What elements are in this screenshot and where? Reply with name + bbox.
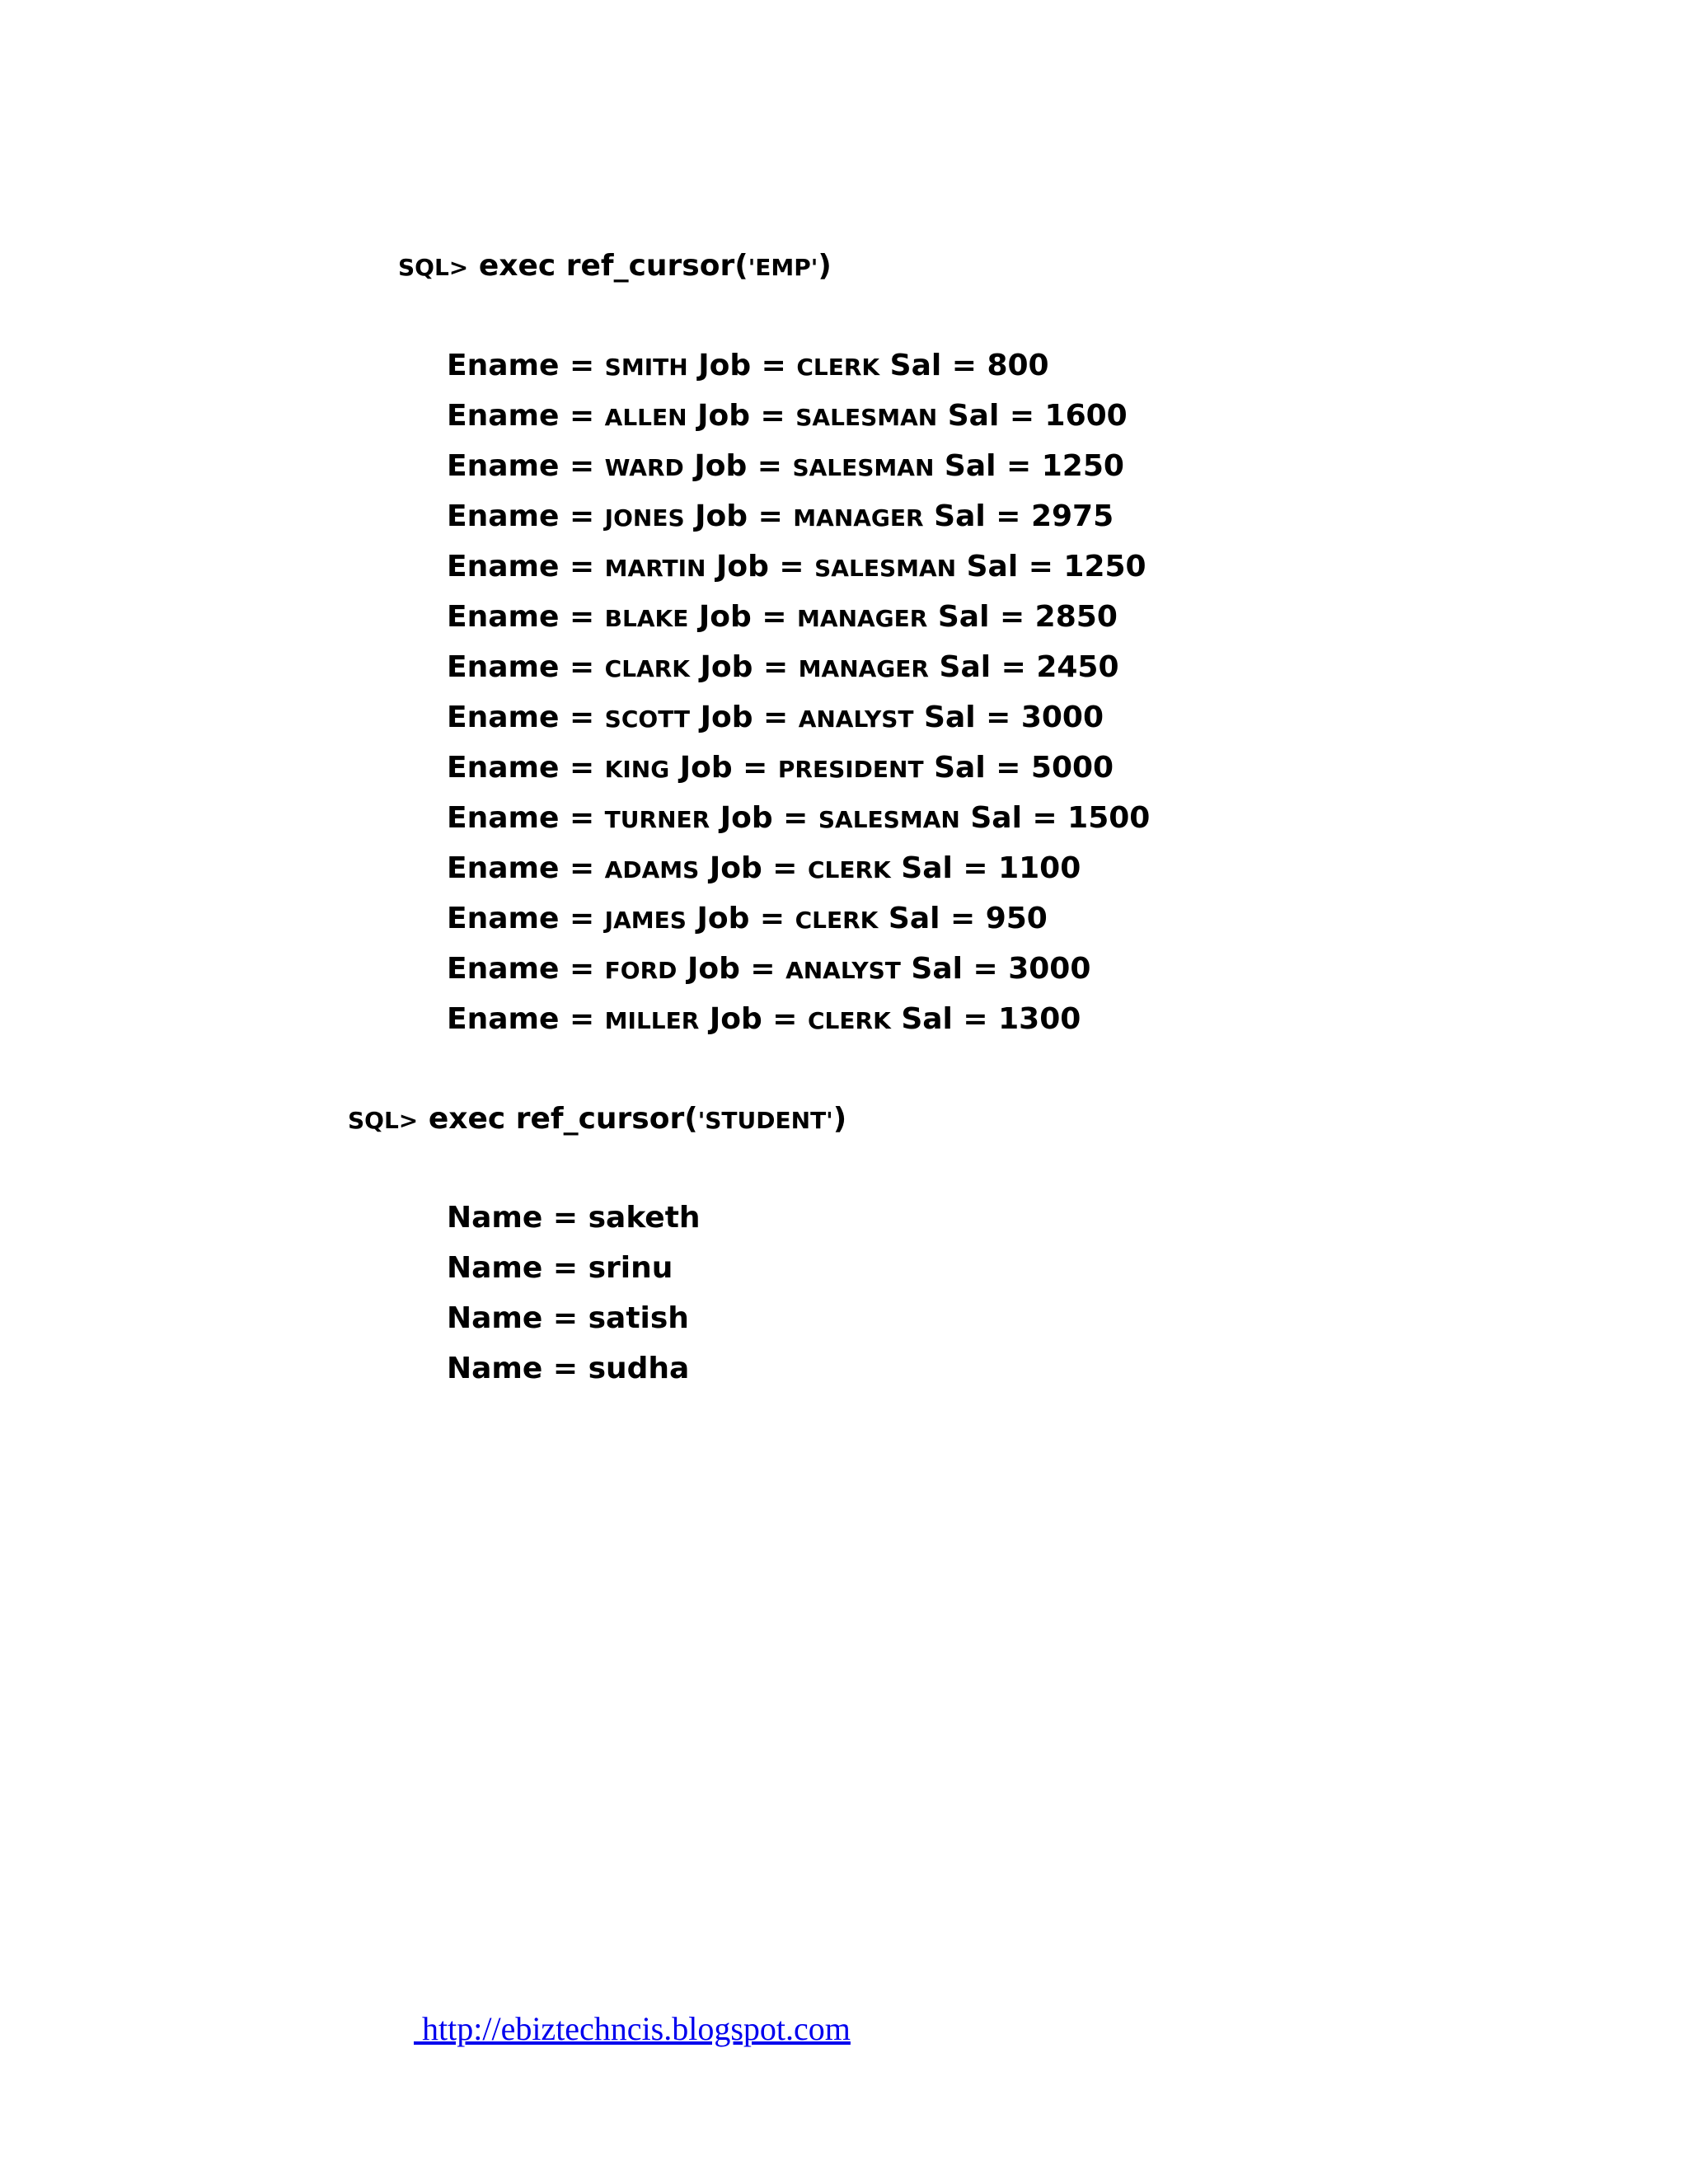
job-value: SALESMAN bbox=[818, 806, 960, 833]
job-label: Job = bbox=[710, 801, 818, 835]
ename-value: ADAMS bbox=[604, 856, 700, 883]
job-label: Job = bbox=[690, 701, 799, 734]
job-label: Job = bbox=[699, 1002, 808, 1036]
emp-row bbox=[447, 551, 1150, 601]
job-value: ANALYST bbox=[785, 957, 901, 984]
ename-value: TURNER bbox=[604, 806, 710, 833]
sql-command-student bbox=[348, 1104, 846, 1134]
emp-row bbox=[447, 349, 1150, 400]
sal-value: 3000 bbox=[1020, 701, 1104, 734]
name-value: sudha bbox=[588, 1352, 690, 1385]
student-row bbox=[447, 1252, 701, 1302]
sal-label: Sal = bbox=[928, 650, 1037, 684]
sal-value: 1100 bbox=[998, 851, 1081, 885]
ename-label: Ename = bbox=[447, 701, 605, 734]
sql-prompt: SQL> bbox=[398, 254, 469, 281]
sal-value: 2450 bbox=[1036, 650, 1119, 684]
job-label: Job = bbox=[688, 600, 798, 634]
ename-label: Ename = bbox=[447, 550, 605, 583]
sal-value: 1250 bbox=[1063, 550, 1146, 583]
ename-value: WARD bbox=[604, 454, 684, 481]
ename-label: Ename = bbox=[447, 399, 605, 433]
job-label: Job = bbox=[687, 399, 796, 433]
student-output bbox=[447, 1202, 701, 1403]
command-call: exec ref_cursor( bbox=[428, 1102, 698, 1136]
ename-value: JONES bbox=[604, 504, 685, 532]
sal-label: Sal = bbox=[956, 550, 1064, 583]
ename-label: Ename = bbox=[447, 349, 605, 382]
sal-value: 1300 bbox=[998, 1002, 1081, 1036]
ename-value: ALLEN bbox=[604, 404, 687, 431]
ename-label: Ename = bbox=[447, 952, 605, 986]
sql-command-emp bbox=[398, 251, 832, 281]
sal-value: 1600 bbox=[1044, 399, 1128, 433]
name-label: Name = bbox=[447, 1352, 588, 1385]
sal-label: Sal = bbox=[890, 1002, 999, 1036]
student-row bbox=[447, 1202, 701, 1252]
job-value: SALESMAN bbox=[814, 555, 957, 582]
command-close: ) bbox=[818, 249, 832, 283]
sal-value: 1250 bbox=[1041, 449, 1124, 483]
job-label: Job = bbox=[699, 851, 808, 885]
name-label: Name = bbox=[447, 1251, 588, 1285]
sql-prompt: SQL> bbox=[348, 1107, 419, 1134]
ename-value: CLARK bbox=[604, 655, 690, 682]
sal-label: Sal = bbox=[927, 600, 1035, 634]
emp-row bbox=[447, 752, 1150, 802]
ename-label: Ename = bbox=[447, 600, 605, 634]
ename-label: Ename = bbox=[447, 751, 605, 785]
job-label: Job = bbox=[706, 550, 815, 583]
emp-row bbox=[447, 601, 1150, 651]
job-value: MANAGER bbox=[797, 605, 928, 632]
sal-value: 950 bbox=[985, 902, 1048, 935]
job-label: Job = bbox=[684, 499, 794, 533]
sal-value: 2850 bbox=[1034, 600, 1118, 634]
name-value: saketh bbox=[588, 1201, 701, 1235]
ename-value: MILLER bbox=[604, 1007, 700, 1034]
job-value: MANAGER bbox=[793, 504, 924, 532]
sal-label: Sal = bbox=[913, 701, 1021, 734]
blog-link[interactable]: http://ebiztechncis.blogspot.com bbox=[414, 2010, 851, 2047]
sal-value: 5000 bbox=[1030, 751, 1114, 785]
ename-label: Ename = bbox=[447, 650, 605, 684]
job-label: Job = bbox=[687, 349, 797, 382]
ename-value: BLAKE bbox=[604, 605, 689, 632]
sal-value: 1500 bbox=[1067, 801, 1151, 835]
ename-value: FORD bbox=[604, 957, 678, 984]
job-value: MANAGER bbox=[798, 655, 929, 682]
sal-label: Sal = bbox=[937, 399, 1045, 433]
sal-label: Sal = bbox=[879, 349, 987, 382]
emp-row bbox=[447, 500, 1150, 551]
name-label: Name = bbox=[447, 1201, 588, 1235]
emp-row bbox=[447, 701, 1150, 752]
sal-label: Sal = bbox=[959, 801, 1068, 835]
job-value: CLERK bbox=[807, 856, 891, 883]
sal-label: Sal = bbox=[878, 902, 986, 935]
ename-value: SMITH bbox=[604, 354, 688, 381]
sal-label: Sal = bbox=[923, 751, 1031, 785]
emp-output bbox=[447, 349, 1150, 1053]
command-argument: 'EMP' bbox=[748, 254, 818, 281]
job-value: CLERK bbox=[795, 907, 879, 934]
ename-label: Ename = bbox=[447, 801, 605, 835]
sal-value: 2975 bbox=[1030, 499, 1114, 533]
emp-row bbox=[447, 802, 1150, 852]
emp-row bbox=[447, 1003, 1150, 1053]
ename-label: Ename = bbox=[447, 449, 605, 483]
emp-row bbox=[447, 651, 1150, 701]
job-value: CLERK bbox=[796, 354, 880, 381]
emp-row bbox=[447, 400, 1150, 450]
ename-label: Ename = bbox=[447, 499, 605, 533]
ename-value: JAMES bbox=[604, 907, 687, 934]
command-argument: 'STUDENT' bbox=[697, 1107, 833, 1134]
ename-label: Ename = bbox=[447, 902, 605, 935]
job-value: SALESMAN bbox=[795, 404, 938, 431]
name-value: satish bbox=[588, 1301, 689, 1335]
job-value: ANALYST bbox=[798, 705, 914, 733]
emp-row bbox=[447, 953, 1150, 1003]
job-label: Job = bbox=[690, 650, 799, 684]
ename-label: Ename = bbox=[447, 851, 605, 885]
ename-value: MARTIN bbox=[604, 555, 706, 582]
name-label: Name = bbox=[447, 1301, 588, 1335]
name-value: srinu bbox=[588, 1251, 673, 1285]
sal-label: Sal = bbox=[934, 449, 1042, 483]
ename-label: Ename = bbox=[447, 1002, 605, 1036]
job-value: SALESMAN bbox=[792, 454, 935, 481]
emp-row bbox=[447, 902, 1150, 953]
job-label: Job = bbox=[683, 449, 793, 483]
command-call: exec ref_cursor( bbox=[478, 249, 748, 283]
student-row bbox=[447, 1352, 701, 1403]
command-close: ) bbox=[832, 1102, 847, 1136]
ename-value: KING bbox=[604, 756, 670, 783]
job-label: Job = bbox=[669, 751, 778, 785]
ename-value: SCOTT bbox=[604, 705, 691, 733]
sal-value: 800 bbox=[987, 349, 1049, 382]
job-label: Job = bbox=[677, 952, 786, 986]
job-value: PRESIDENT bbox=[777, 756, 924, 783]
emp-row bbox=[447, 852, 1150, 902]
sal-value: 3000 bbox=[1008, 952, 1091, 986]
emp-row bbox=[447, 450, 1150, 500]
sal-label: Sal = bbox=[890, 851, 999, 885]
job-value: CLERK bbox=[808, 1007, 891, 1034]
sal-label: Sal = bbox=[923, 499, 1031, 533]
student-row bbox=[447, 1302, 701, 1352]
sal-label: Sal = bbox=[900, 952, 1009, 986]
job-label: Job = bbox=[686, 902, 795, 935]
